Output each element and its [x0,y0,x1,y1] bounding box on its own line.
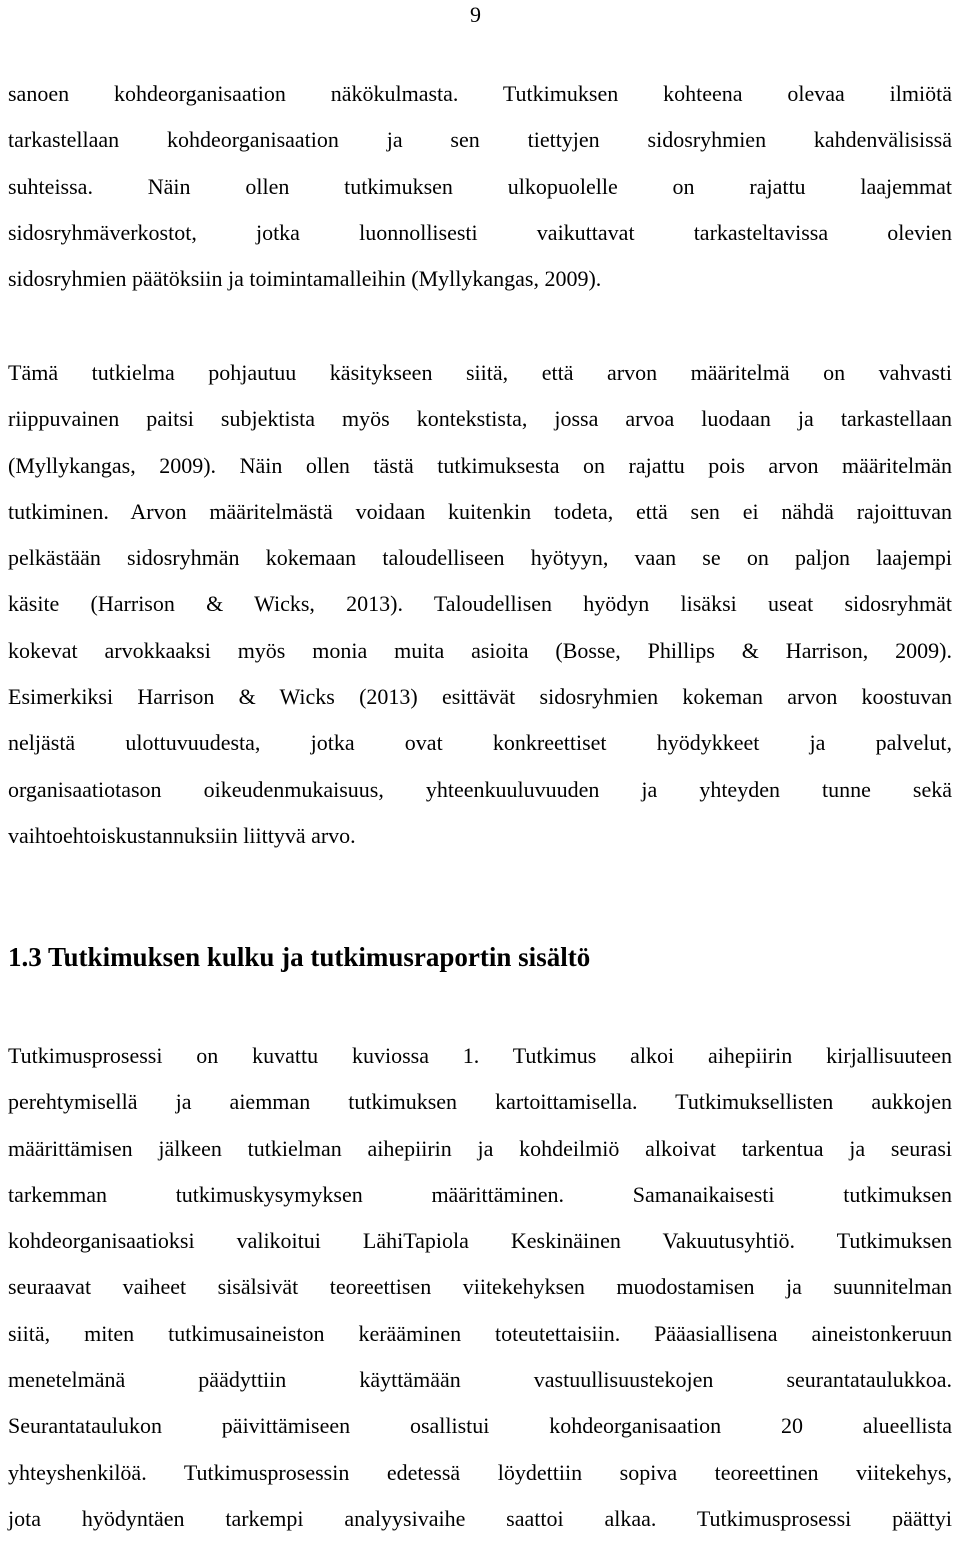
section-heading: 1.3 Tutkimuksen kulku ja tutkimusraportin sisältö [8,942,591,972]
page-number: 9 [470,2,481,27]
paragraph-line: kohdeorganisaatioksi valikoitui LähiTapiola Keskinäinen Vakuutusyhtiö. Tutkimuksen [8,1228,952,1254]
paragraph-line: Tämä tutkielma pohjautuu käsitykseen siitä, että arvon määritelmä on vahvasti [8,360,952,385]
paragraph-line: organisaatiotason oikeudenmukaisuus, yhteenkuuluvuuden ja yhteyden tunne sekä [8,776,952,802]
paragraph-line: käsite (Harrison & Wicks, 2013). Taloudellisen hyödyn lisäksi useat sidosryhmät [8,591,952,617]
paragraph-line: tarkemman tutkimuskysymyksen määrittäminen. Samanaikaisesti tutkimuksen [8,1181,952,1207]
paragraph-line: menetelmänä päädyttiin käyttämään vastuullisuustekojen seurantataulukkoa. [8,1367,952,1393]
paragraph-line: neljästä ulottuvuudesta, jotka ovat konkreettiset hyödykkeet ja palvelut, [8,730,952,756]
paragraph-line: sidosryhmien päätöksiin ja toimintamalleihin (Myllykangas, 2009). [8,266,602,292]
paragraph-line: vaihtoehtoiskustannuksiin liittyvä arvo. [8,822,356,848]
paragraph-line: riippuvainen paitsi subjektista myös kontekstista, jossa arvoa luodaan ja tarkastellaan [8,406,952,432]
paragraph-line: yhteyshenkilöä. Tutkimusprosessin edetessä löydettiin sopiva teoreettinen viitekehys, [8,1459,952,1485]
paragraph-line: Esimerkiksi Harrison & Wicks (2013) esittävät sidosryhmien kokeman arvon koostuvan [8,684,952,710]
paragraph-line: perehtymisellä ja aiemman tutkimuksen kartoittamisella. Tutkimuksellisten aukkojen [8,1089,952,1115]
paragraph-line: Seurantataulukon päivittämiseen osallistui kohdeorganisaation 20 alueellista [8,1413,952,1439]
paragraph-line: tutkiminen. Arvon määritelmästä voidaan kuitenkin todeta, että sen ei nähdä rajoittuvan [8,498,952,524]
paragraph-line: seuraavat vaiheet sisälsivät teoreettisen viitekehyksen muodostamisen ja suunnitelman [8,1274,952,1300]
paragraph-line: siitä, miten tutkimusaineiston kerääminen toteutettaisiin. Pääasiallisena aineistonkeruun [8,1320,952,1346]
paragraph-line: tarkastellaan kohdeorganisaation ja sen tiettyjen sidosryhmien kahdenvälisissä [8,127,952,153]
paragraph-line: sidosryhmäverkostot, jotka luonnollisesti vaikuttavat tarkasteltavissa olevien [8,219,952,245]
paragraph-line: kokevat arvokkaaksi myös monia muita asioita (Bosse, Phillips & Harrison, 2009). [8,637,952,663]
paragraph-line: jota hyödyntäen tarkempi analyysivaihe saattoi alkaa. Tutkimusprosessi päättyi [8,1505,952,1531]
paragraph-line: määrittämisen jälkeen tutkielman aihepiirin ja kohdeilmiö alkoivat tarkentua ja seurasi [8,1135,952,1161]
paragraph-2 [8,350,952,859]
paragraph-line: pelkästään sidosryhmän kokemaan taloudelliseen hyötyyn, vaan se on paljon laajempi [8,545,952,571]
paragraph-1 [8,71,952,302]
paragraph-line: sanoen kohdeorganisaation näkökulmasta. Tutkimuksen kohteena olevaa ilmiötä [8,81,952,106]
paragraph-3 [8,1033,952,1542]
paragraph-line: suhteissa. Näin ollen tutkimuksen ulkopuolelle on rajattu laajemmat [8,173,952,199]
paragraph-line: Tutkimusprosessi on kuvattu kuviossa 1. Tutkimus alkoi aihepiirin kirjallisuuteen [8,1043,952,1068]
paragraph-line: (Myllykangas, 2009). Näin ollen tästä tutkimuksesta on rajattu pois arvon määritelmän [8,452,952,478]
